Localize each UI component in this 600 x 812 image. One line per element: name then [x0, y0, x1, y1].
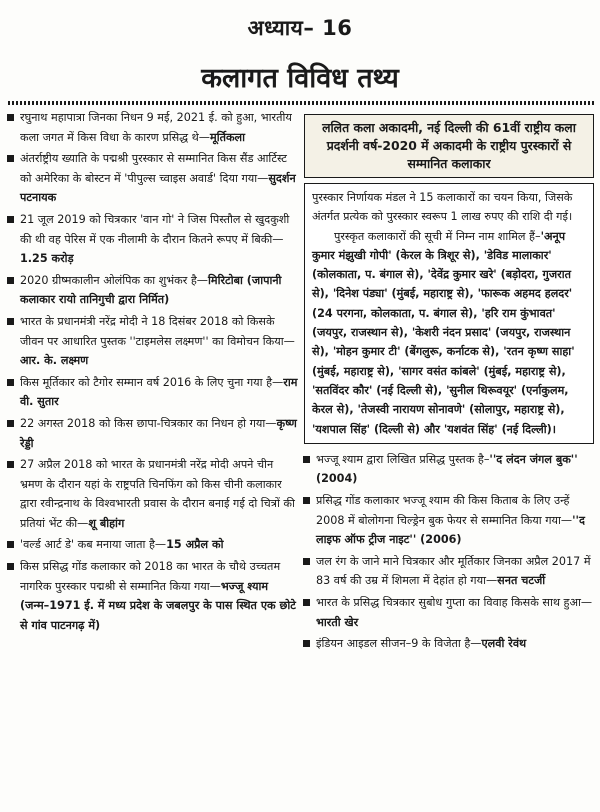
answer-text: 15 अप्रैल को — [166, 538, 224, 552]
bullet-icon — [7, 461, 14, 468]
question-text: 21 जूल 2019 को चित्रकार 'वान गो' ने जिस पिस्तौल से खुदकुशी की थी वह पेरिस में एक नीलामी के दौरान कितने रूपए में बिकी— — [20, 212, 290, 246]
question-text: भज्जू श्याम द्वारा लिखित प्रसिद्ध पुस्तक है– — [316, 452, 490, 466]
question-text: भारत के प्रसिद्ध चित्रकार सुबोध गुप्ता का विवाह किसके साथ हुआ— — [316, 596, 593, 610]
question-text: 22 अगस्त 2018 को किस छापा-चित्रकार का निधन हो गया— — [20, 416, 277, 430]
question-text: भारत के प्रधानमंत्री नरेंद्र मोदी ने 18 दिसंबर 2018 को किसके जीवन पर आधारित पुस्तक ''टाइमलेस लक्ष्मण'' का विमोचन किया— — [20, 314, 295, 348]
bullet-icon — [7, 277, 14, 284]
bullet-icon — [303, 599, 310, 606]
chapter-number: अध्याय– 16 — [247, 16, 353, 40]
list-item — [302, 450, 594, 489]
answer-text: 1.25 करोड़ — [20, 252, 74, 266]
question-text: 'वर्ल्ड आर्ट डे' कब मनाया जाता है— — [20, 538, 167, 552]
list-item — [6, 271, 298, 310]
list-item — [6, 149, 298, 208]
list-item — [6, 108, 298, 147]
bullet-icon — [303, 497, 310, 504]
bullet-icon — [303, 456, 310, 463]
bullet-icon — [7, 563, 14, 570]
answer-text: मिरिटोबा (जापानी कलाकार रायो तानिगुची द्वारा निर्मित) — [20, 273, 282, 307]
question-text: किस प्रसिद्ध गोंड कलाकार को 2018 का भारत के चौथे उच्चतम नागरिक पुरस्कार पद्मश्री से सम्मानित किया गया— — [20, 560, 281, 593]
list-item — [6, 557, 298, 635]
bullet-icon — [7, 155, 14, 162]
bullet-icon — [303, 558, 310, 565]
list-item — [6, 414, 298, 453]
bullet-icon — [7, 114, 14, 121]
answer-text: मूर्तिकला — [210, 130, 246, 144]
bullet-icon — [7, 318, 14, 325]
list-item — [302, 593, 594, 632]
list-item — [6, 373, 298, 412]
question-text: अंतर्राष्ट्रीय ख्याति के पद्मश्री पुरस्कार से सम्मानित किस सैंड आर्टिस्ट को अमेरिका के बोस्टन में 'पीपुल्स च्वाइस अवार्ड' दिया गया— — [20, 152, 287, 185]
question-text: 2020 ग्रीष्मकालीन ओलंपिक का शुभंकर है— — [20, 273, 208, 287]
answer-text: सनत चटर्जी — [497, 574, 546, 588]
answer-text: एलवी रेवंथ — [481, 637, 527, 651]
answer-text: ''द लंदन जंगल बुक'' (2004) — [316, 452, 578, 486]
list-item — [6, 535, 298, 555]
question-text: 27 अप्रैल 2018 को भारत के प्रधानमंत्री नरेंद्र मोदी अपने चीन भ्रमण के दौरान यहां के राष्ट्रपति चिनफिंग को किस चीनी कलाकार द्वारा रवीन्द्रनाथ के विश्वभारती प्रवास के दौरान बनाई गई दो चित्रों की प्रतियां भेंट की— — [20, 458, 295, 530]
answer-text: भारती खेर — [316, 615, 359, 629]
award-box — [304, 183, 594, 444]
answer-text: कृष्ण रेड्डी — [20, 416, 297, 450]
question-text: किस मूर्तिकार को टैगोर सम्मान वर्ष 2016 के लिए चुना गया है— — [20, 375, 284, 389]
right-column — [302, 108, 594, 656]
bullet-icon — [7, 420, 14, 427]
question-text: प्रसिद्ध गोंड कलाकार भज्जू श्याम की किस किताब के लिए उन्हें 2008 में बोलोगना चिल्ड्रेन बुक फेयर से सम्मानित किया गया— — [316, 494, 573, 527]
list-item — [6, 210, 298, 269]
list-item — [302, 552, 594, 591]
award-box-intro: पुरस्कृत कलाकारों की सूची में निम्न नाम शामिल हैं– — [334, 229, 541, 243]
answer-text: शू बीहांग — [88, 516, 125, 530]
answer-text: ''द लाइफ ऑफ ट्रीज नाइट'' (2006) — [316, 513, 585, 547]
bullet-icon — [7, 379, 14, 386]
award-box-names: 'अनूप कुमार मंझुखी गोपी' (केरल के त्रिशूर से), 'डेविड मालाकार' (कोलकाता, प. बंगाल से), 'देवेंद्र कुमार खरे' (बड़ोदरा, गुजरात से), 'दिनेश पंड्या' (मुंबई, महाराष्ट्र से), 'फारूक अहमद हलदर' (24 परगना, कोलकाता, प. बंगाल से), 'हरि राम कुंभावत' (जयपुर, राजस्थान से), 'केशरी नंदन प्रसाद' (जयपुर, राजस्थान से), 'मोहन कुमार टी' (बेंगलुरू, कर्नाटक से), 'रतन कृष्ण साहा' (मुंबई, महाराष्ट्र से), 'सागर वसंत कांबले' (मुंबई, महाराष्ट्र से), 'सतविंदर कौर' (नई दिल्ली से), 'सुनील थिरूवयूर' (एर्नाकुलम, केरल से), 'तेजस्वी नारायण सोनावणे' (सोलापुर, महाराष्ट्र से), 'यशपाल सिंह' (दिल्ली से) और 'यशवंत सिंह' (नई दिल्ली)। — [312, 229, 575, 436]
list-item — [302, 634, 594, 654]
answer-text: भज्जू श्याम (जन्म–1971 ई. में मध्य प्रदेश के जबलपुर के पास स्थित एक छोटे से गांव पाटनगढ़ में) — [20, 579, 296, 632]
list-item — [6, 455, 298, 533]
award-box-para2 — [312, 227, 586, 439]
page-title: कलागत विविध तथ्य — [201, 63, 399, 94]
question-text: इंडियन आइडल सीजन–9 के विजेता है— — [316, 637, 482, 651]
left-column — [6, 108, 298, 637]
answer-text: आर. के. लक्ष्मण — [20, 354, 89, 368]
list-item — [6, 312, 298, 371]
question-text: जल रंग के जाने माने चित्रकार और मूर्तिकार जिनका अप्रैल 2017 में 83 वर्ष की उम्र में शिमला में देहांत हो गया— — [316, 554, 591, 588]
bullet-icon — [303, 640, 310, 647]
answer-text: सुदर्शन पटनायक — [20, 171, 296, 205]
question-text: रघुनाथ महापात्रा जिनका निधन 9 मई, 2021 ई. को हुआ, भारतीय कला जगत में किस विधा के कारण प्रसिद्ध थे— — [20, 111, 292, 144]
answer-text: राम वी. सुतार — [20, 375, 298, 409]
header-divider — [8, 101, 594, 105]
bullet-icon — [7, 541, 14, 548]
bullet-icon — [7, 216, 14, 223]
award-box-heading: ललित कला अकादमी, नई दिल्ली की 61वीं राष्ट्रीय कला प्रदर्शनी वर्ष-2020 में अकादमी के राष्ट्रीय पुरस्कारों से सम्मानित कलाकार — [304, 114, 594, 178]
award-box-para1: पुरस्कार निर्णायक मंडल ने 15 कलाकारों का चयन किया, जिसके अंतर्गत प्रत्येक को पुरस्कार स्वरूप 1 लाख रुपए की राशि दी गई। — [312, 191, 573, 224]
list-item — [302, 491, 594, 550]
right-list — [302, 450, 594, 654]
